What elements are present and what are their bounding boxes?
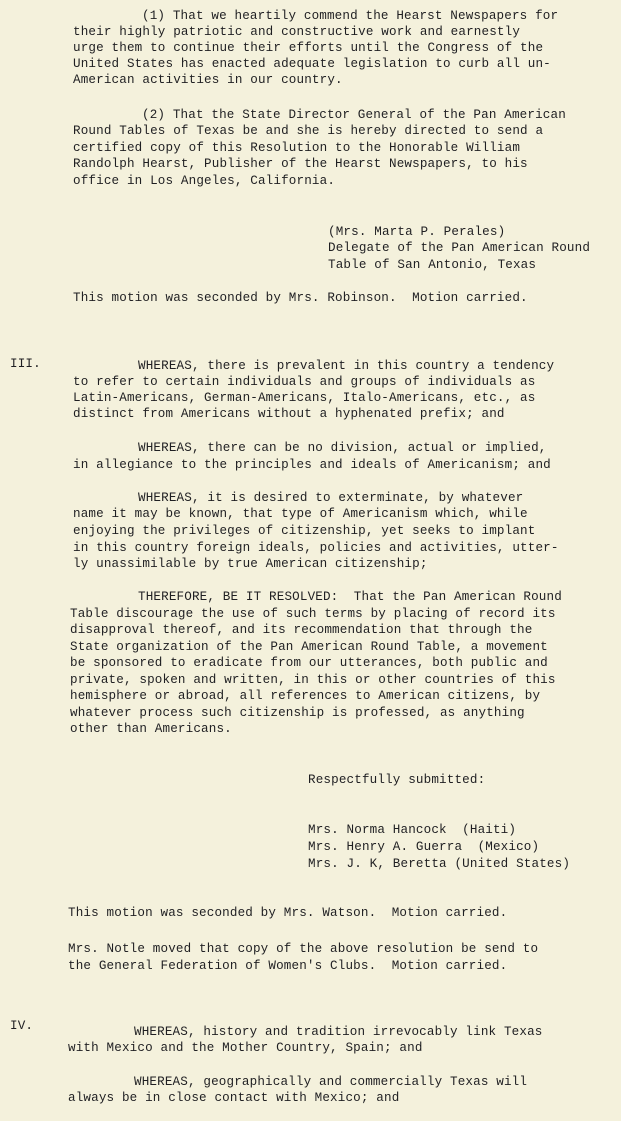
text-line: United States has enacted adequate legislation to curb all un- <box>73 57 551 71</box>
text-line: American activities in our country. <box>73 73 343 87</box>
text-line: disapproval thereof, and its recommendation that through the <box>70 623 533 637</box>
text-line: be sponsored to eradicate from our utterances, both public and <box>70 656 548 670</box>
motion-seconded-watson: This motion was seconded by Mrs. Watson. Motion carried. <box>68 906 508 920</box>
signer: Mrs. Henry A. Guerra (Mexico) <box>308 840 540 854</box>
text-line: enjoying the privileges of citizenship, yet seeks to implant <box>73 524 536 538</box>
text-line: WHEREAS, history and tradition irrevocably link Texas <box>134 1025 543 1039</box>
text-line: distinct from Americans without a hyphenated prefix; and <box>73 407 505 421</box>
text-line: in this country foreign ideals, policies and activities, utter- <box>73 541 559 555</box>
text-line: State organization of the Pan American Round Table, a movement <box>70 640 548 654</box>
text-line: Table of San Antonio, Texas <box>328 258 537 272</box>
text-line: WHEREAS, there is prevalent in this country a tendency <box>138 359 555 373</box>
motion-seconded-robinson: This motion was seconded by Mrs. Robinson. Motion carried. <box>73 291 528 305</box>
text-line: Latin-Americans, German-Americans, Italo-Americans, etc., as <box>73 391 536 405</box>
signer: Mrs. J. K, Beretta (United States) <box>308 857 571 871</box>
signer: Mrs. Norma Hancock (Haiti) <box>308 823 517 837</box>
text-line: their highly patriotic and constructive work and earnestly <box>73 25 521 39</box>
respectfully-submitted: Respectfully submitted: <box>308 773 486 787</box>
text-line: name it may be known, that type of Americanism which, while <box>73 507 528 521</box>
text-line: (1) That we heartily commend the Hearst Newspapers for <box>142 9 559 23</box>
text-line: Table discourage the use of such terms by placing of record its <box>70 607 556 621</box>
text-line: with Mexico and the Mother Country, Spain; and <box>68 1041 423 1055</box>
text-line: WHEREAS, geographically and commercially Texas will <box>134 1075 528 1089</box>
text-line: Round Tables of Texas be and she is hereby directed to send a <box>73 124 544 138</box>
section-number: III. <box>10 357 41 371</box>
text-line: (Mrs. Marta P. Perales) <box>328 225 506 239</box>
text-line: hemisphere or abroad, all references to American citizens, by <box>70 689 541 703</box>
text-line: in allegiance to the principles and ideals of Americanism; and <box>73 458 551 472</box>
text-line: to refer to certain individuals and groups of individuals as <box>73 375 536 389</box>
text-line: whatever process such citizenship is professed, as anything <box>70 706 525 720</box>
text-line: the General Federation of Women's Clubs. Motion carried. <box>68 959 508 973</box>
section-number: IV. <box>10 1019 34 1033</box>
text-line: Mrs. Notle moved that copy of the above resolution be send to <box>68 942 539 956</box>
text-line: other than Americans. <box>70 722 232 736</box>
text-line: Delegate of the Pan American Round <box>328 241 591 255</box>
text-line: Randolph Hearst, Publisher of the Hearst Newspapers, to his <box>73 157 528 171</box>
text-line: WHEREAS, it is desired to exterminate, by whatever <box>138 491 524 505</box>
text-line: certified copy of this Resolution to the Honorable William <box>73 141 521 155</box>
text-line: (2) That the State Director General of the Pan American <box>142 108 566 122</box>
text-line: always be in close contact with Mexico; and <box>68 1091 400 1105</box>
text-line: WHEREAS, there can be no division, actual or implied, <box>138 441 547 455</box>
text-line: urge them to continue their efforts until the Congress of the <box>73 41 544 55</box>
text-line: office in Los Angeles, California. <box>73 174 336 188</box>
text-line: THEREFORE, BE IT RESOLVED: That the Pan American Round <box>138 590 562 604</box>
text-line: ly unassimilable by true American citizenship; <box>73 557 428 571</box>
text-line: private, spoken and written, in this or other countries of this <box>70 673 556 687</box>
